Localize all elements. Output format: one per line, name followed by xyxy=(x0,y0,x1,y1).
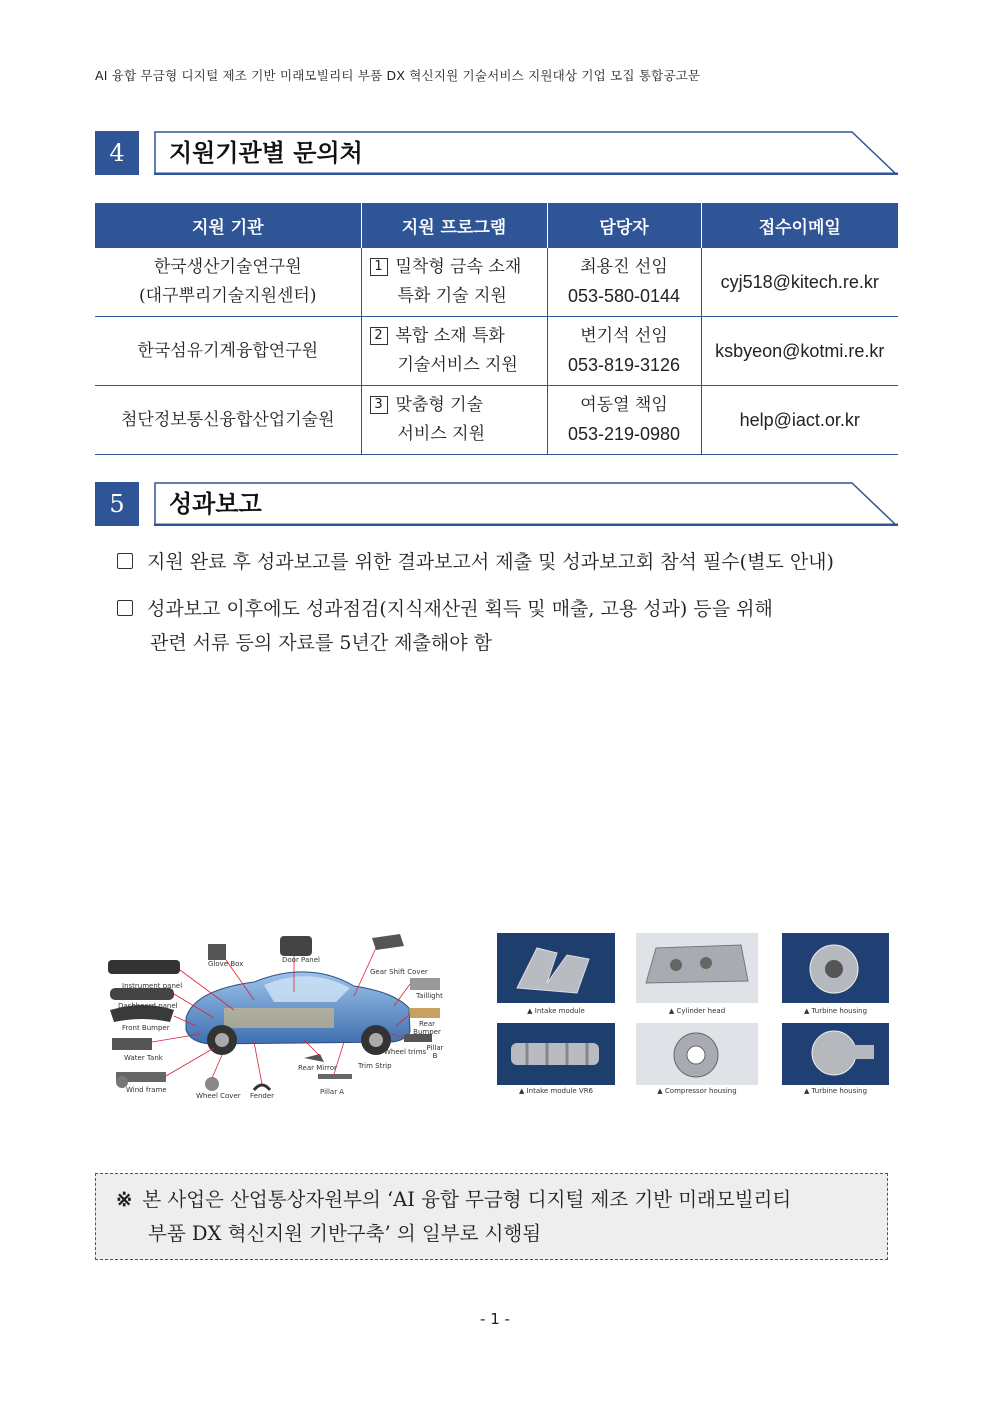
table-header-row xyxy=(95,203,898,248)
program-number: 2 xyxy=(370,327,388,345)
part-label: Dashboard panel xyxy=(118,1002,178,1010)
person-name: 최용진 선임 xyxy=(580,257,668,277)
phone-number: 053-219-0980 xyxy=(567,424,681,444)
compressor-housing-photo xyxy=(636,1023,758,1085)
checkbox-square-icon xyxy=(117,553,133,569)
org-subname: (대구뿌리기술지원센터) xyxy=(139,286,317,306)
bullet-item xyxy=(117,592,897,660)
section-title: 성과보고 xyxy=(169,490,262,518)
header-person: 담당자 xyxy=(547,203,701,248)
org-name: 한국섬유기계융합연구원 xyxy=(137,340,319,361)
bullet-item xyxy=(117,545,897,579)
section-number: 4 xyxy=(95,131,139,175)
header-email: 접수이메일 xyxy=(701,203,898,248)
org-name: 첨단정보통신융합산업기술원 xyxy=(121,409,335,430)
photo-caption: ▲ Cylinder head xyxy=(668,1007,726,1015)
program-number: 3 xyxy=(370,396,388,414)
bullet-text-cont: 관련 서류 등의 자료를 5년간 제출해야 함 xyxy=(150,632,492,654)
org-cell xyxy=(95,248,361,317)
program-name: 밀착형 금속 소재 xyxy=(395,257,522,277)
program-cell xyxy=(361,317,547,386)
part-label: Rear Mirror xyxy=(298,1064,337,1072)
cylinder-head-photo xyxy=(636,933,758,1003)
part-label: Wheel trims xyxy=(384,1048,427,1056)
intake-module-photo xyxy=(497,933,615,1003)
email-address[interactable]: help@iact.or.kr xyxy=(701,386,898,455)
bullet-text: 지원 완료 후 성과보고를 위한 결과보고서 제출 및 성과보고회 참석 필수(별도 안내) xyxy=(147,551,834,573)
section-number: 5 xyxy=(95,482,139,526)
car-illustration-svg xyxy=(104,930,444,1098)
note-box xyxy=(95,1173,888,1260)
part-label: Trim Strip xyxy=(358,1062,392,1070)
header-org: 지원 기관 xyxy=(95,203,361,248)
program-number: 1 xyxy=(370,258,388,276)
turbine-housing-photo xyxy=(782,933,889,1003)
person-name: 여동열 책임 xyxy=(580,395,668,415)
program-name: 복합 소재 특화 xyxy=(395,326,505,346)
program-name: 맞춤형 기술 xyxy=(395,395,484,415)
contacts-table xyxy=(95,203,898,455)
photo-caption: ▲ Intake module VR6 xyxy=(518,1087,594,1095)
program-name-cont: 기술서비스 지원 xyxy=(397,355,518,375)
section-5-heading xyxy=(95,482,898,526)
part-photo-grid xyxy=(497,933,891,1099)
section-title-border xyxy=(154,482,898,526)
header-program: 지원 프로그램 xyxy=(361,203,547,248)
part-label: Wheel Cover xyxy=(196,1092,241,1100)
person-cell xyxy=(547,386,701,455)
person-name: 변기석 선임 xyxy=(580,326,668,346)
part-label: Rear Bumper xyxy=(413,1020,441,1036)
section-4-heading xyxy=(95,131,898,175)
section-title-frame xyxy=(154,482,898,526)
intake-module-vr6-photo xyxy=(497,1023,615,1085)
part-label: Gear Shift Cover xyxy=(370,968,428,976)
running-header: AI 융합 무금형 디지털 제조 기반 미래모빌리티 부품 DX 혁신지원 기술서비스 지원대상 기업 모집 통합공고문 xyxy=(95,68,701,83)
org-cell xyxy=(95,386,361,455)
program-cell xyxy=(361,386,547,455)
part-label: Water Tank xyxy=(124,1054,163,1062)
part-label: Wind frame xyxy=(126,1086,167,1094)
org-name: 한국생산기술연구원 xyxy=(153,257,302,277)
photo-caption: ▲ Turbine housing xyxy=(803,1087,868,1095)
section-title-frame xyxy=(154,131,898,175)
table-row xyxy=(95,248,898,317)
program-name-cont: 서비스 지원 xyxy=(397,424,486,444)
turbine-housing-photo-2 xyxy=(782,1023,889,1085)
person-cell xyxy=(547,248,701,317)
phone-number: 053-819-3126 xyxy=(567,355,681,375)
part-label: Instrument panel xyxy=(122,982,183,990)
part-label: Door Panel xyxy=(282,956,320,964)
reference-mark: ※ xyxy=(116,1188,133,1211)
program-cell xyxy=(361,248,547,317)
part-label: Pillar A xyxy=(320,1088,345,1096)
phone-number: 053-580-0144 xyxy=(567,286,681,306)
photo-caption: ▲ Intake module xyxy=(527,1007,585,1015)
part-label: Pillar B xyxy=(426,1044,444,1060)
part-label: Taillight xyxy=(416,992,443,1000)
program-name-cont: 특화 기술 지원 xyxy=(397,286,507,306)
photo-caption: ▲ Compressor housing xyxy=(657,1087,737,1095)
part-label: Glove Box xyxy=(208,960,244,968)
note-text-cont: 부품 DX 혁신지원 기반구축’ 의 일부로 시행됨 xyxy=(148,1222,542,1245)
email-address[interactable]: cyj518@kitech.re.kr xyxy=(701,248,898,317)
table-row xyxy=(95,317,898,386)
section-title: 지원기관별 문의처 xyxy=(169,139,363,167)
note-text: 본 사업은 산업통상자원부의 ‘AI 융합 무금형 디지털 제조 기반 미래모빌리티 xyxy=(142,1188,792,1211)
car-parts-illustration xyxy=(104,930,444,1098)
page-number: - 1 - xyxy=(480,1310,510,1328)
org-cell xyxy=(95,317,361,386)
bullet-text: 성과보고 이후에도 성과점검(지식재산권 획득 및 매출, 고용 성과) 등을 위해 xyxy=(147,598,773,620)
checkbox-square-icon xyxy=(117,600,133,616)
person-cell xyxy=(547,317,701,386)
part-label: Front Bumper xyxy=(122,1024,170,1032)
email-address[interactable]: ksbyeon@kotmi.re.kr xyxy=(701,317,898,386)
photo-caption: ▲ Turbine housing xyxy=(803,1007,868,1015)
part-label: Fender xyxy=(250,1092,275,1100)
table-row xyxy=(95,386,898,455)
